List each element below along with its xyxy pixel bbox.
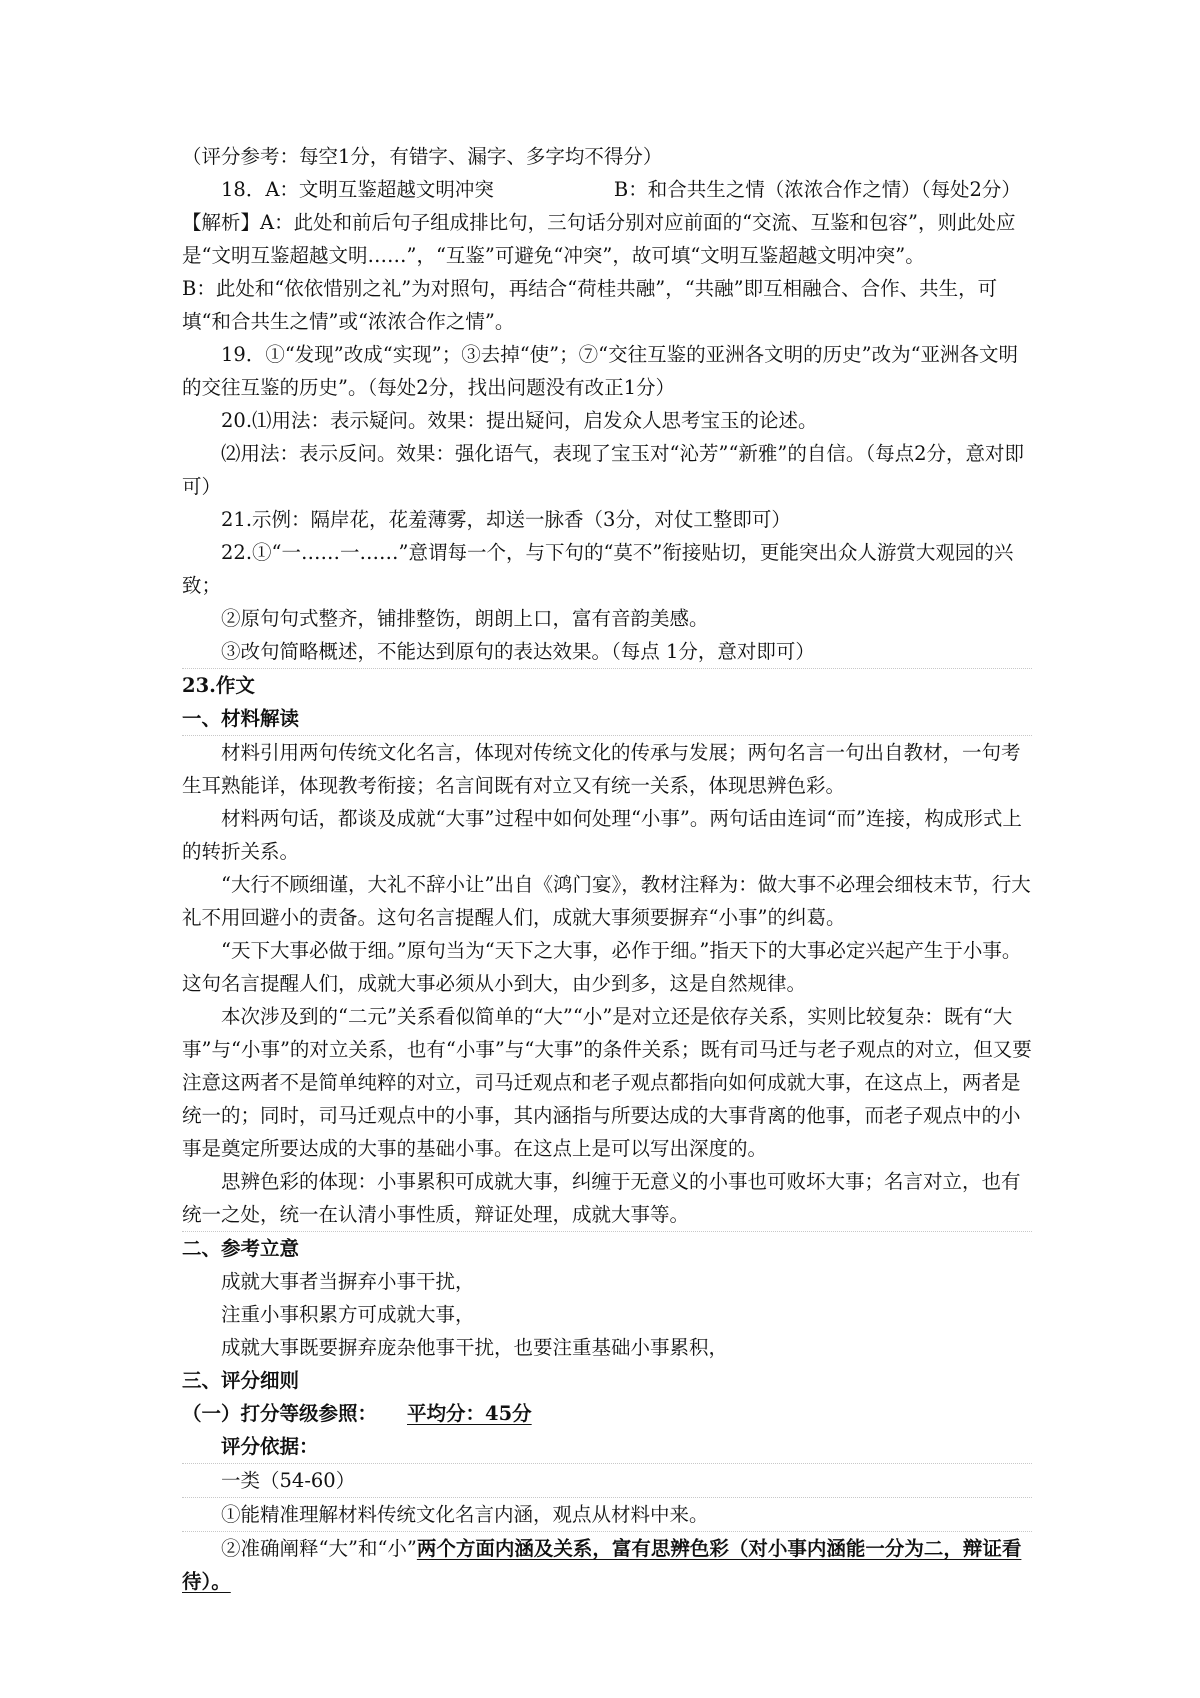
answer-21: 21.示例：隔岸花，花羞薄雾，却送一脉香（3分，对仗工整即可） [221, 508, 791, 531]
scoring-note: （评分参考：每空1分，有错字、漏字、多字均不得分） [182, 145, 663, 168]
answer-18 [182, 173, 1032, 206]
material-paragraph: “大行不顾细谨，大礼不辞小让”出自《鸿门宴》，教材注释为：做大事不必理会细枝末节，行大礼不用回避小的责备。这句名言提醒人们，成就大事须要摒弃“小事”的纠葛。 [182, 873, 1031, 929]
material-paragraph: 思辨色彩的体现：小事累积可成就大事，纠缠于无意义的小事也可败坏大事；名言对立，也有统一之处，统一在认清小事性质，辩证处理，成就大事等。 [182, 1165, 1032, 1232]
answer-18-b: B：和合共生之情（浓浓合作之情）（每处2分） [613, 178, 1021, 201]
section-heading-rubric: 三、评分细则 [182, 1369, 300, 1392]
answer-18-a: 18．A：文明互鉴超越文明冲突 [221, 178, 494, 201]
analysis-18-a: 【解析】A：此处和前后句子组成排比句，三句话分别对应前面的“交流、互鉴和包容”，则此处应是“文明互鉴超越文明……”，“互鉴”可避免“冲突”，故可填“文明互鉴超越文明冲突”。 [182, 211, 1016, 267]
criterion-2-emphasis: 两个方面内涵及关系，富有思辨色彩（对小事内涵能一分为二，辩证看待）。 [182, 1537, 1022, 1593]
answer-20-1: 20.⑴用法：表示疑问。效果：提出疑问，启发众人思考宝玉的论述。 [221, 409, 818, 432]
material-paragraph: 本次涉及到的“二元”关系看似简单的“大”“小”是对立还是依存关系，实则比较复杂：既有“大事”与“小事”的对立关系，也有“小事”与“大事”的条件关系；既有司马迁与老子观点的对立，但又要注意这两者不是简单纯粹的对立，司马迁观点和老子观点都指向如何成就大事，在这点上，两者是统一的；同时，司马迁观点中的小事，其内涵指与所要达成的大事背离的他事，而老子观点中的小事是奠定所要达成的大事的基础小事。在这点上是可以写出深度的。 [182, 1005, 1032, 1160]
answer-22-1: 22.①“一……一……”意谓每一个，与下句的“莫不”衔接贴切，更能突出众人游赏大观园的兴致； [182, 541, 1014, 597]
answer-22-2: ②原句句式整齐，铺排整饬，朗朗上口，富有音韵美感。 [221, 607, 709, 630]
answer-22-3: ③改句简略概述，不能达到原句的表达效果。（每点 1分，意对即可） [182, 635, 1032, 669]
intent-item: 成就大事既要摒弃庞杂他事干扰，也要注重基础小事累积， [221, 1336, 729, 1359]
criterion-1: ①能精准理解材料传统文化名言内涵，观点从材料中来。 [182, 1498, 1032, 1532]
criterion-2 [182, 1532, 1032, 1598]
grade-class-1: 一类（54-60） [182, 1464, 1032, 1498]
grade-reference [182, 1397, 1032, 1430]
grade-reference-label: （一）打分等级参照： [182, 1402, 378, 1425]
scoring-basis: 评分依据： [182, 1430, 1032, 1464]
material-paragraph: 材料两句话，都谈及成就“大事”过程中如何处理“小事”。两句话由连词“而”连接，构成形式上的转折关系。 [182, 807, 1022, 863]
answer-19: 19．①“发现”改成“实现”；③去掉“使”；⑦“交往互鉴的亚洲各文明的历史”改为“亚洲各文明的交往互鉴的历史”。（每处2分，找出问题没有改正1分） [182, 343, 1019, 399]
criterion-2-lead: ②准确阐释“大”和“小” [221, 1537, 417, 1560]
answer-20-2: ⑵用法：表示反问。效果：强化语气，表现了宝玉对“沁芳”“新雅”的自信。（每点2分，意对即可） [182, 442, 1025, 498]
average-score: 平均分：45分 [407, 1402, 532, 1425]
intent-item: 注重小事积累方可成就大事， [221, 1303, 475, 1326]
section-heading-intent: 二、参考立意 [182, 1237, 300, 1260]
answer-document [182, 140, 1032, 1598]
analysis-18-b: B：此处和“依依惜别之礼”为对照句，再结合“荷桂共融”，“共融”即互相融合、合作、共生，可填“和合共生之情”或“浓浓合作之情”。 [182, 277, 998, 333]
section-heading-material: 一、材料解读 [182, 702, 1032, 736]
material-paragraph: “天下大事必做于细。”原句当为“天下之大事，必作于细。”指天下的大事必定兴起产生于小事。这句名言提醒人们，成就大事必须从小到大，由少到多，这是自然规律。 [182, 939, 1022, 995]
essay-heading: 23.作文 [182, 674, 255, 697]
material-paragraph: 材料引用两句传统文化名言，体现对传统文化的传承与发展；两句名言一句出自教材，一句考生耳熟能详，体现教考衔接；名言间既有对立又有统一关系，体现思辨色彩。 [182, 741, 1021, 797]
intent-item: 成就大事者当摒弃小事干扰， [221, 1270, 475, 1293]
